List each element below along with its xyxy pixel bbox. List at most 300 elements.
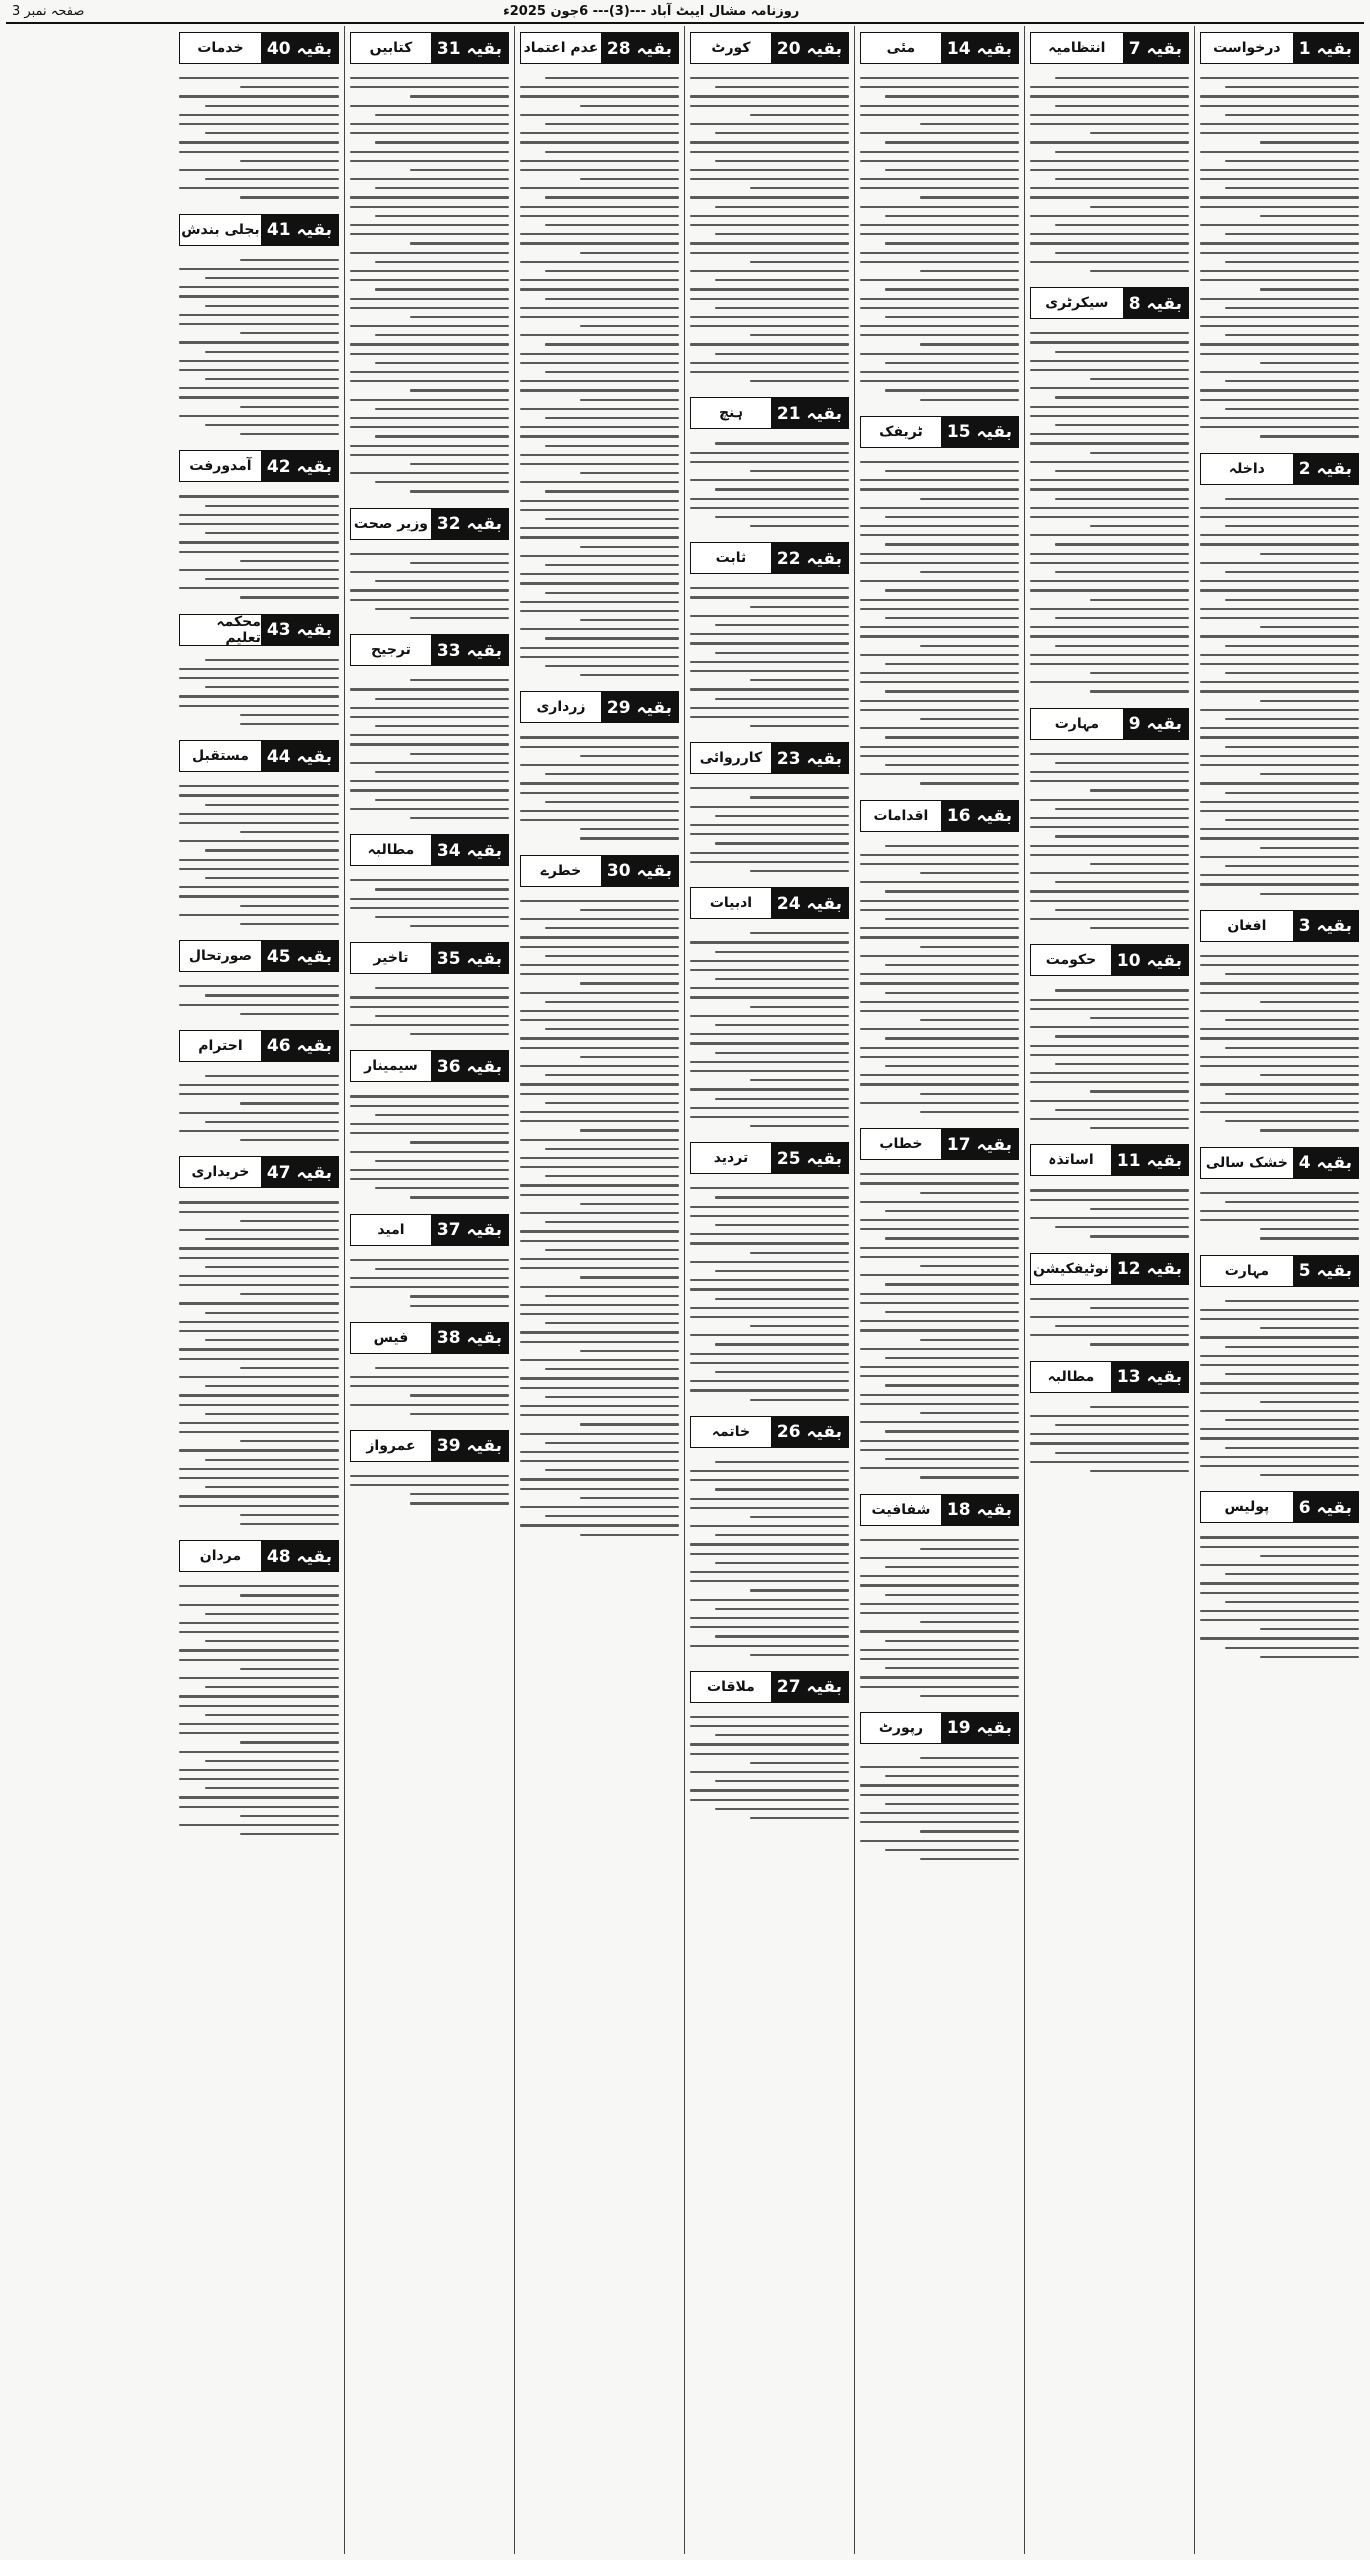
text-line: [1200, 1456, 1359, 1458]
text-line: [1225, 498, 1359, 500]
continuation-title: مطالبہ: [1047, 1368, 1095, 1385]
text-line: [240, 723, 339, 725]
text-line: [350, 1376, 509, 1378]
text-line: [350, 707, 509, 709]
text-line: [1225, 1047, 1359, 1049]
text-line: [545, 77, 679, 79]
continuation-title: خاتمہ: [711, 1423, 751, 1440]
text-line: [1055, 1035, 1189, 1037]
text-line: [1055, 1109, 1189, 1111]
text-line: [545, 1295, 679, 1297]
continuation-number: بقیہ 1: [1293, 33, 1358, 63]
continuation-number: بقیہ 5: [1293, 1256, 1358, 1286]
continuation-heading: [1030, 1361, 1189, 1393]
text-line: [520, 555, 679, 557]
text-line: [860, 1812, 1019, 1814]
text-line: [715, 1562, 849, 1564]
text-line: [375, 141, 509, 143]
text-line: [715, 132, 849, 134]
text-line: [1200, 801, 1359, 803]
text-line: [1225, 307, 1359, 309]
text-line: [860, 1329, 1019, 1331]
text-line: [179, 123, 339, 125]
text-line: [885, 736, 1019, 738]
text-line: [860, 1440, 1019, 1442]
text-line: [1090, 1208, 1189, 1210]
text-line: [350, 270, 509, 272]
text-line: [520, 1286, 679, 1288]
text-line: [1030, 433, 1189, 435]
text-line: [690, 1353, 849, 1355]
continuation-title: زرداری: [536, 699, 586, 716]
text-line: [750, 187, 849, 189]
text-line: [545, 196, 679, 198]
continuation-number: بقیہ 25: [771, 1143, 848, 1173]
text-line: [750, 679, 849, 681]
text-line: [350, 123, 509, 125]
text-line: [1225, 1120, 1359, 1122]
continuation-number: بقیہ 23: [771, 743, 848, 773]
text-line: [885, 389, 1019, 391]
text-line: [1055, 989, 1189, 991]
text-line: [885, 964, 1019, 966]
text-line: [860, 507, 1019, 509]
text-line: [715, 160, 849, 162]
continuation-number: بقیہ 46: [261, 1031, 338, 1061]
text-line: [750, 1252, 849, 1254]
text-line: [860, 936, 1019, 938]
text-line: [545, 801, 679, 803]
text-line: [1200, 663, 1359, 665]
text-line: [690, 1070, 849, 1072]
text-line: [580, 1203, 679, 1205]
continuation-number: بقیہ 45: [261, 941, 338, 971]
article-text: [520, 891, 679, 1545]
text-line: [410, 1295, 509, 1297]
text-line: [690, 1061, 849, 1063]
text-line: [860, 1047, 1019, 1049]
text-line: [1200, 389, 1359, 391]
text-line: [860, 1421, 1019, 1423]
text-line: [885, 1037, 1019, 1039]
text-line: [715, 624, 849, 626]
text-line: [179, 541, 339, 543]
text-line: [179, 695, 339, 697]
text-line: [375, 114, 509, 116]
text-line: [240, 560, 339, 562]
text-line: [860, 279, 1019, 281]
text-line: [240, 1833, 339, 1835]
text-line: [860, 1366, 1019, 1368]
text-line: [885, 288, 1019, 290]
continuation-title: فیس: [373, 1329, 409, 1346]
text-line: [885, 215, 1019, 217]
text-line: [860, 105, 1019, 107]
text-line: [690, 1771, 849, 1773]
continuation-heading: [690, 32, 849, 64]
text-line: [350, 688, 509, 690]
text-line: [860, 298, 1019, 300]
continuation-number: بقیہ 8: [1123, 288, 1188, 318]
text-line: [920, 1111, 1019, 1113]
text-line: [860, 681, 1019, 683]
continuation-heading: [1200, 32, 1359, 64]
text-line: [1090, 270, 1189, 272]
text-line: [1030, 1199, 1189, 1201]
text-line: [240, 1440, 339, 1442]
text-line: [1200, 837, 1359, 839]
text-line: [179, 387, 339, 389]
text-line: [350, 1277, 509, 1279]
text-line: [860, 233, 1019, 235]
text-line: [179, 1257, 339, 1259]
text-line: [375, 334, 509, 336]
text-line: [715, 206, 849, 208]
text-line: [179, 1677, 339, 1679]
text-line: [690, 1789, 849, 1791]
text-line: [860, 1557, 1019, 1559]
text-line: [860, 1074, 1019, 1076]
text-line: [1200, 242, 1359, 244]
text-line: [545, 343, 679, 345]
continuation-heading: [179, 1156, 339, 1188]
text-line: [1200, 764, 1359, 766]
text-line: [350, 1006, 509, 1008]
text-line: [1260, 700, 1359, 702]
text-line: [1090, 927, 1189, 929]
text-line: [860, 479, 1019, 481]
text-line: [520, 1240, 679, 1242]
continuation-number: بقیہ 44: [261, 741, 338, 771]
text-line: [690, 1033, 849, 1035]
text-line: [715, 307, 849, 309]
text-line: [1225, 746, 1359, 748]
text-line: [690, 123, 849, 125]
continuation-title: سیمینار: [364, 1058, 418, 1075]
text-line: [545, 1396, 679, 1398]
text-line: [860, 773, 1019, 775]
text-line: [375, 987, 509, 989]
text-line: [179, 822, 339, 824]
text-line: [690, 1716, 849, 1718]
text-line: [350, 380, 509, 382]
text-line: [860, 580, 1019, 582]
text-line: [920, 1695, 1019, 1697]
text-line: [1030, 169, 1189, 171]
text-line: [375, 698, 509, 700]
text-line: [690, 787, 849, 789]
continuation-heading: [1200, 1491, 1359, 1523]
text-line: [375, 580, 509, 582]
text-line: [520, 1065, 679, 1067]
text-line: [750, 932, 849, 934]
text-line: [1225, 645, 1359, 647]
text-line: [860, 881, 1019, 883]
text-line: [350, 1024, 509, 1026]
text-line: [690, 1334, 849, 1336]
text-line: [1200, 1592, 1359, 1594]
text-line: [179, 1449, 339, 1451]
text-line: [179, 868, 339, 870]
text-line: [179, 523, 339, 525]
text-line: [1030, 562, 1189, 564]
text-line: [715, 442, 849, 444]
text-line: [375, 1114, 509, 1116]
text-line: [520, 463, 679, 465]
text-line: [410, 1141, 509, 1143]
text-line: [240, 1139, 339, 1141]
text-line: [885, 1357, 1019, 1359]
continuation-heading: [1030, 708, 1189, 740]
text-line: [1090, 1470, 1189, 1472]
text-line: [690, 615, 849, 617]
article-text: [1200, 68, 1359, 447]
text-line: [179, 895, 339, 897]
text-line: [690, 1389, 849, 1391]
text-line: [1090, 132, 1189, 134]
text-line: [350, 206, 509, 208]
text-line: [860, 187, 1019, 189]
continuation-number: بقیہ 40: [261, 33, 338, 63]
text-line: [885, 543, 1019, 545]
text-line: [1200, 417, 1359, 419]
text-line: [690, 670, 849, 672]
text-line: [1030, 589, 1189, 591]
text-line: [375, 408, 509, 410]
text-line: [179, 1330, 339, 1332]
continuation-number: بقیہ 24: [771, 888, 848, 918]
text-line: [690, 270, 849, 272]
continuation-title: عدم اعتماد: [523, 40, 599, 56]
text-line: [860, 562, 1019, 564]
text-line: [179, 1477, 339, 1479]
text-line: [240, 1523, 339, 1525]
text-line: [1030, 1415, 1189, 1417]
continuation-number: بقیہ 21: [771, 398, 848, 428]
text-line: [580, 399, 679, 401]
text-line: [240, 1220, 339, 1222]
article-text: [690, 433, 849, 536]
text-line: [750, 525, 849, 527]
text-line: [1260, 1401, 1359, 1403]
continuation-title: خریداری: [191, 1164, 250, 1181]
continuation-number: بقیہ 20: [771, 33, 848, 63]
continuation-title: آمدورفت: [189, 458, 252, 475]
text-line: [350, 734, 509, 736]
text-line: [1090, 206, 1189, 208]
text-line: [1030, 780, 1189, 782]
text-line: [690, 1743, 849, 1745]
text-line: [205, 1686, 339, 1688]
text-line: [1200, 105, 1359, 107]
text-line: [580, 1534, 679, 1536]
text-line: [1030, 141, 1189, 143]
continuation-heading: [860, 32, 1019, 64]
text-line: [205, 1486, 339, 1488]
text-line: [715, 842, 849, 844]
text-line: [1200, 635, 1359, 637]
text-line: [860, 1603, 1019, 1605]
text-line: [860, 132, 1019, 134]
text-line: [860, 1649, 1019, 1651]
text-line: [860, 1539, 1019, 1541]
text-line: [860, 224, 1019, 226]
continuation-heading: [860, 1712, 1019, 1744]
text-line: [1200, 690, 1359, 692]
text-line: [545, 1322, 679, 1324]
text-line: [715, 1371, 849, 1373]
text-line: [240, 160, 339, 162]
text-line: [179, 1824, 339, 1826]
continuation-title: ہنچ: [718, 405, 743, 422]
text-line: [520, 1460, 679, 1462]
text-line: [1225, 114, 1359, 116]
text-line: [520, 426, 679, 428]
text-line: [860, 1467, 1019, 1469]
text-line: [410, 389, 509, 391]
article-text: [1030, 980, 1189, 1138]
continuation-heading: [350, 1430, 509, 1462]
text-line: [1055, 224, 1189, 226]
text-line: [179, 1505, 339, 1507]
text-line: [860, 1083, 1019, 1085]
text-line: [690, 852, 849, 854]
text-line: [179, 794, 339, 796]
text-line: [750, 1079, 849, 1081]
text-line: [179, 1468, 339, 1470]
text-line: [350, 454, 509, 456]
article-text: [690, 1452, 849, 1665]
text-line: [1090, 690, 1189, 692]
text-line: [179, 369, 339, 371]
column: [514, 26, 684, 2554]
text-line: [350, 1404, 509, 1406]
continuation-heading: [520, 691, 679, 723]
text-line: [860, 1348, 1019, 1350]
text-line: [1200, 178, 1359, 180]
text-line: [1090, 1235, 1189, 1237]
text-line: [1055, 151, 1189, 153]
text-line: [205, 1787, 339, 1789]
text-line: [350, 151, 509, 153]
text-line: [920, 946, 1019, 948]
text-line: [750, 334, 849, 336]
text-line: [920, 1757, 1019, 1759]
text-line: [520, 160, 679, 162]
text-line: [750, 796, 849, 798]
text-line: [545, 1442, 679, 1444]
text-line: [240, 1741, 339, 1743]
column: [174, 26, 344, 2554]
text-line: [690, 1553, 849, 1555]
text-line: [1225, 718, 1359, 720]
text-line: [179, 314, 339, 316]
text-line: [690, 960, 849, 962]
continuation-title: پولیس: [1224, 1499, 1270, 1516]
text-line: [1055, 909, 1189, 911]
continuation-title: کارروائی: [699, 750, 763, 767]
text-line: [520, 1047, 679, 1049]
continuation-title: صورتحال: [188, 948, 253, 965]
text-line: [520, 334, 679, 336]
text-line: [375, 362, 509, 364]
text-line: [715, 951, 849, 953]
article-text: [1030, 1180, 1189, 1246]
text-line: [715, 1635, 849, 1637]
text-line: [520, 1093, 679, 1095]
text-line: [520, 1414, 679, 1416]
text-line: [520, 764, 679, 766]
text-line: [1200, 1192, 1359, 1194]
text-line: [860, 1256, 1019, 1258]
text-line: [520, 810, 679, 812]
text-line: [1055, 645, 1189, 647]
text-line: [1030, 242, 1189, 244]
text-line: [520, 628, 679, 630]
text-line: [885, 1640, 1019, 1642]
text-line: [690, 941, 849, 943]
text-line: [520, 233, 679, 235]
continuation-title: احترام: [198, 1037, 243, 1054]
text-line: [1200, 992, 1359, 994]
text-line: [860, 672, 1019, 674]
text-line: [580, 1129, 679, 1131]
text-line: [520, 362, 679, 364]
text-line: [750, 1654, 849, 1656]
text-line: [350, 196, 509, 198]
text-line: [1200, 1318, 1359, 1320]
text-line: [1030, 215, 1189, 217]
continuation-heading: [690, 887, 849, 919]
article-text: [690, 923, 849, 1136]
text-line: [1200, 1336, 1359, 1338]
text-line: [1260, 773, 1359, 775]
text-line: [1030, 1461, 1189, 1463]
text-line: [580, 178, 679, 180]
text-line: [1030, 1442, 1189, 1444]
continuation-title: خطرے: [540, 862, 582, 879]
text-line: [1030, 479, 1189, 481]
text-line: [410, 1502, 509, 1504]
text-line: [520, 1111, 679, 1113]
text-line: [690, 151, 849, 153]
text-line: [690, 1042, 849, 1044]
text-line: [179, 1211, 339, 1213]
continuation-heading: [350, 1214, 509, 1246]
text-line: [1200, 589, 1359, 591]
text-line: [1200, 1582, 1359, 1584]
text-line: [520, 1166, 679, 1168]
text-line: [860, 727, 1019, 729]
text-line: [375, 1187, 509, 1189]
masthead-center: روزنامہ مشال ایبٹ آباد ---(3)--- 6جون 2025ء: [503, 3, 800, 19]
text-line: [1200, 279, 1359, 281]
continuation-title: اقدامات: [873, 807, 929, 824]
continuation-heading: [690, 1142, 849, 1174]
text-line: [350, 417, 509, 419]
text-line: [350, 132, 509, 134]
text-line: [1030, 608, 1189, 610]
article-text: [520, 68, 679, 685]
text-line: [1225, 380, 1359, 382]
text-line: [885, 890, 1019, 892]
article-text: [179, 650, 339, 735]
text-line: [1200, 426, 1359, 428]
text-line: [179, 705, 339, 707]
continuation-title: مئی: [886, 40, 916, 56]
text-line: [690, 1362, 849, 1364]
continuation-heading: [1200, 1255, 1359, 1287]
